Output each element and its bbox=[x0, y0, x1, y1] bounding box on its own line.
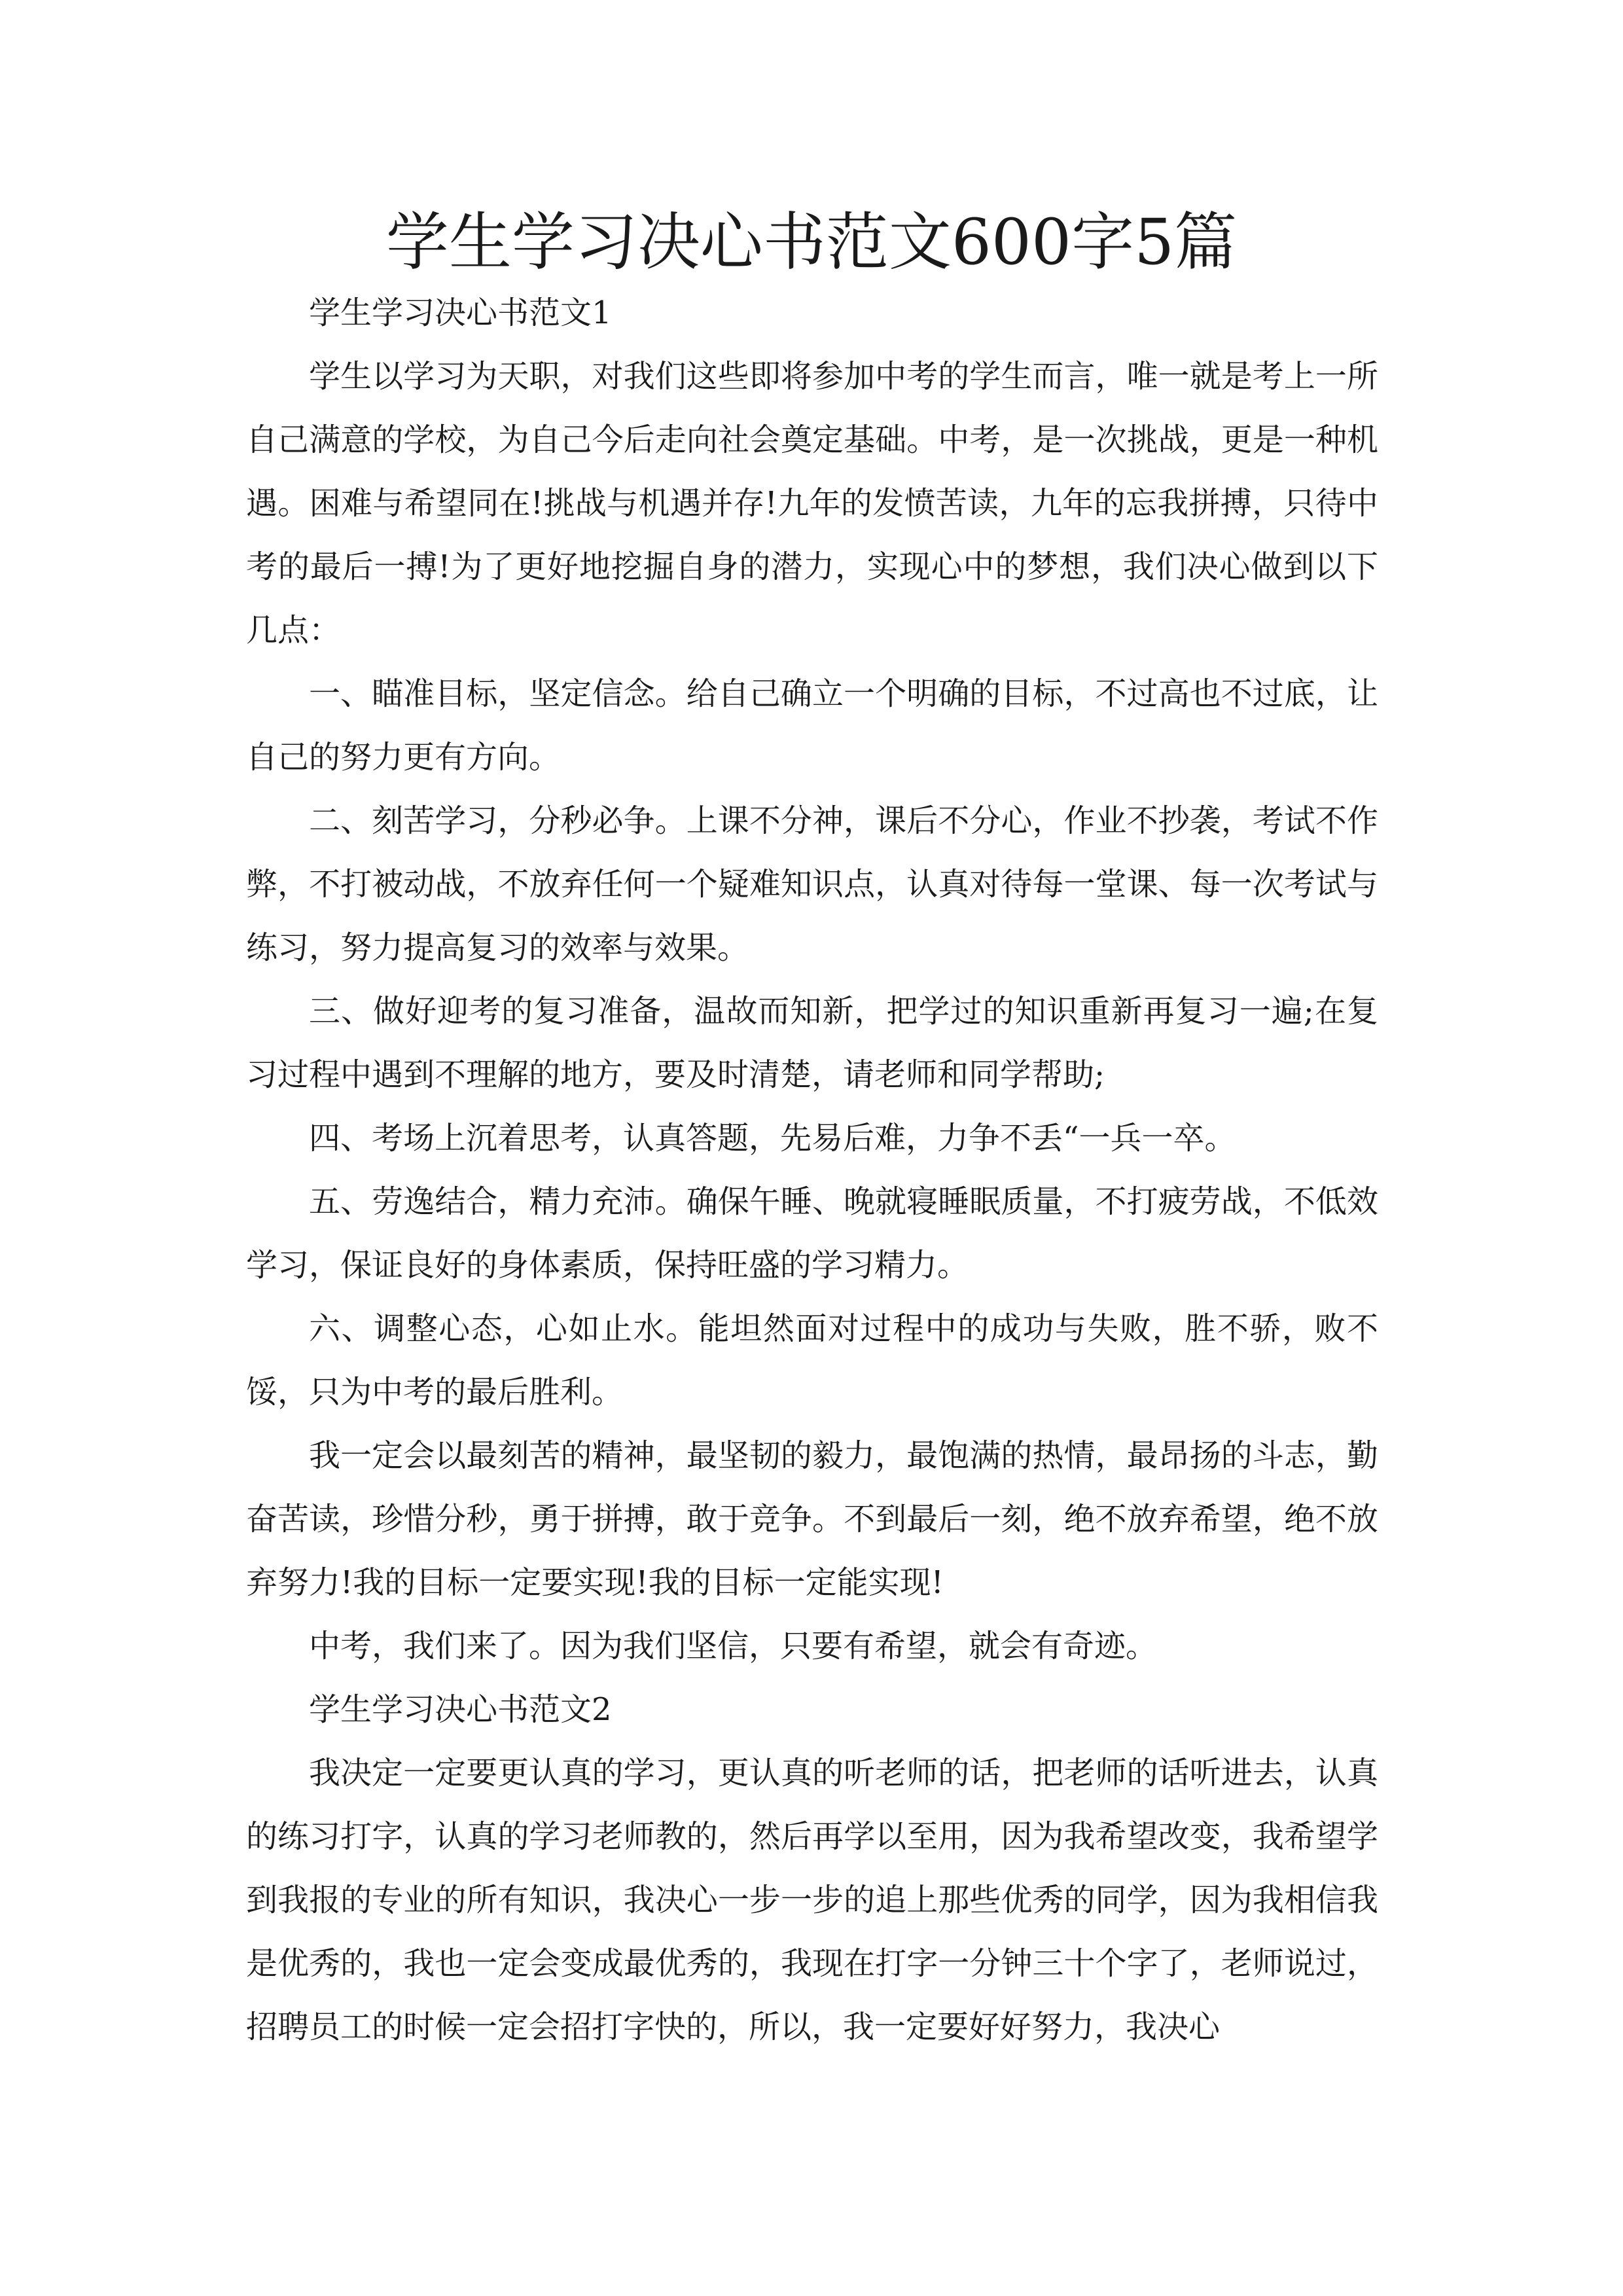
paragraph: 六、调整心态，心如止水。能坦然面对过程中的成功与失败，胜不骄，败不馁，只为中考的最后胜利。 bbox=[246, 1310, 1378, 1410]
paragraph: 学生以学习为天职，对我们这些即将参加中考的学生而言，唯一就是考上一所自己满意的学校，为自己今后走向社会奠定基础。中考，是一次挑战，更是一种机遇。困难与希望同在!挑战与机遇并存!九年的发愤苦读，九年的忘我拼搏，只待中考的最后一搏!为了更好地挖掘自身的潜力，实现心中的梦想，我们决心做到以下几点： bbox=[246, 358, 1378, 649]
document-body bbox=[246, 281, 1378, 2059]
paragraph: 中考，我们来了。因为我们坚信，只要有希望，就会有奇迹。 bbox=[309, 1628, 1158, 1664]
paragraph: 五、劳逸结合，精力充沛。确保午睡、晚就寝睡眠质量，不打疲劳战，不低效学习，保证良好的身体素质，保持旺盛的学习精力。 bbox=[246, 1183, 1378, 1283]
paragraph: 三、做好迎考的复习准备，温故而知新，把学过的知识重新再复习一遍;在复习过程中遇到不理解的地方，要及时清楚，请老师和同学帮助; bbox=[246, 993, 1378, 1093]
paragraph: 二、刻苦学习，分秒必争。上课不分神，课后不分心，作业不抄袭，考试不作弊，不打被动战，不放弃任何一个疑难知识点，认真对待每一堂课、每一次考试与练习，努力提高复习的效率与效果。 bbox=[246, 802, 1378, 966]
paragraph: 我决定一定要更认真的学习，更认真的听老师的话，把老师的话听进去，认真的练习打字，认真的学习老师教的，然后再学以至用，因为我希望改变，我希望学到我报的专业的所有知识，我决心一步一步的追上那些优秀的同学，因为我相信我是优秀的，我也一定会变成最优秀的，我现在打字一分钟三十个字了，老师说过，招聘员工的时候一定会招打字快的，所以，我一定要好好努力，我决心 bbox=[246, 1755, 1378, 2045]
paragraph: 一、瞄准目标，坚定信念。给自己确立一个明确的目标，不过高也不过底，让自己的努力更有方向。 bbox=[246, 675, 1378, 776]
section-heading-1: 学生学习决心书范文1 bbox=[309, 295, 612, 331]
document-title: 学生学习决心书范文600字5篇 bbox=[385, 206, 1238, 279]
section-heading-2: 学生学习决心书范文2 bbox=[309, 1691, 612, 1728]
paragraph: 四、考场上沉着思考，认真答题，先易后难，力争不丢“一兵一卒。 bbox=[309, 1120, 1236, 1157]
paragraph: 我一定会以最刻苦的精神，最坚韧的毅力，最饱满的热情，最昂扬的斗志，勤奋苦读，珍惜分秒，勇于拼搏，敢于竞争。不到最后一刻，绝不放弃希望，绝不放弃努力!我的目标一定要实现!我的目标一定能实现! bbox=[246, 1437, 1378, 1601]
